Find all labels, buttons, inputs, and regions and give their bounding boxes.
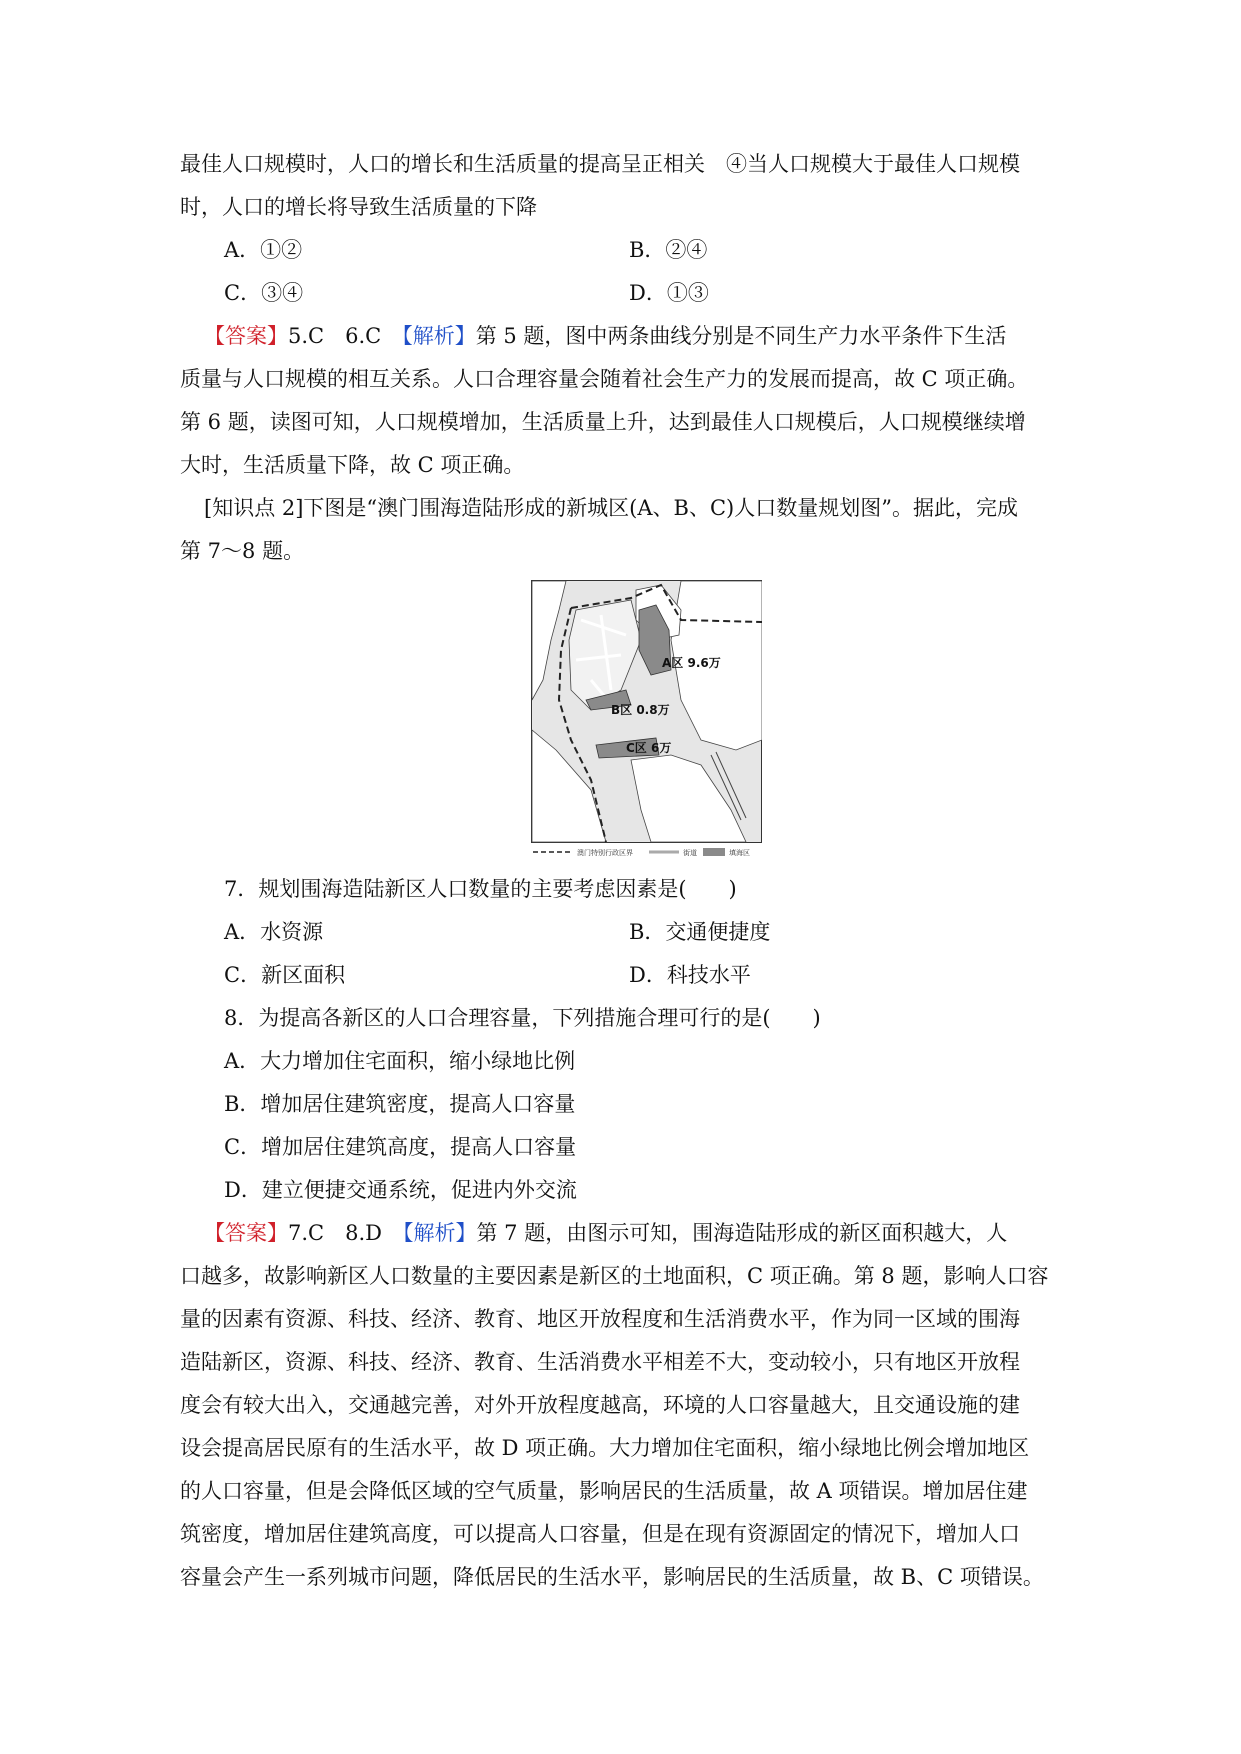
q8-option-c: C．增加居住建筑高度，提高人口容量: [224, 1135, 577, 1159]
answer2-line-7: 的人口容量，但是会降低区域的空气质量，影响居民的生活质量，故 A 项错误。增加居住建: [180, 1479, 1028, 1503]
answer1-line-2: 质量与人口规模的相互关系。人口合理容量会随着社会生产力的发展而提高，故 C 项正确。: [180, 367, 1029, 391]
answer1-analysis-label: 【解析】: [402, 324, 476, 348]
q8-option-d: D．建立便捷交通系统，促进内外交流: [224, 1178, 577, 1202]
zone-a-label: A区 9.6万: [662, 656, 721, 670]
q7-option-c: C．新区面积: [224, 963, 346, 987]
answer2-analysis-label: 【解析】: [402, 1221, 477, 1245]
q6-option-a: A．①②: [224, 238, 303, 262]
zone-c-label: C区 6万: [626, 741, 672, 755]
macau-planning-map: [531, 580, 762, 862]
answer1-line-3: 第 6 题，读图可知，人口规模增加，生活质量上升，达到最佳人口规模后，人口规模继续增: [180, 410, 1026, 434]
answer1-answer-text: 5.C 6.C: [288, 324, 403, 348]
answer2-answer-label: 【答案】: [204, 1221, 288, 1245]
q8-stem: 8．为提高各新区的人口合理容量，下列措施合理可行的是( ): [224, 1006, 821, 1030]
knowledge-line-2: 第 7～8 题。: [180, 539, 305, 563]
intro-line-2: 时，人口的增长将导致生活质量的下降: [180, 195, 537, 219]
answer1-line-4: 大时，生活质量下降，故 C 项正确。: [180, 453, 525, 477]
legend-fill-label: 填海区: [729, 849, 750, 857]
intro-line-1: 最佳人口规模时，人口的增长和生活质量的提高呈正相关 ④当人口规模大于最佳人口规模: [180, 152, 1020, 176]
answer1-line-1: [204, 324, 1006, 348]
q6-option-c: C．③④: [224, 281, 304, 305]
answer1-line-1-rest: 第 5 题，图中两条曲线分别是不同生产力水平条件下生活: [475, 324, 1007, 348]
answer2-line-1: [204, 1221, 1007, 1245]
q6-option-b: B．②④: [629, 238, 708, 262]
q7-stem: 7．规划围海造陆新区人口数量的主要考虑因素是( ): [224, 877, 737, 901]
answer2-line-1-rest: 第 7 题，由图示可知，围海造陆形成的新区面积越大，人: [476, 1221, 1008, 1245]
q6-option-d: D．①③: [629, 281, 709, 305]
answer2-line-6: 设会提高居民原有的生活水平，故 D 项正确。大力增加住宅面积，缩小绿地比例会增加地区: [180, 1436, 1030, 1460]
q7-option-a: A．水资源: [224, 920, 324, 944]
answer2-line-3: 量的因素有资源、科技、经济、教育、地区开放程度和生活消费水平，作为同一区域的围海: [180, 1307, 1020, 1331]
answer2-line-8: 筑密度，增加居住建筑高度，可以提高人口容量，但是在现有资源固定的情况下，增加人口: [180, 1522, 1020, 1546]
answer2-line-9: 容量会产生一系列城市问题，降低居民的生活水平，影响居民的生活质量，故 B、C 项错误。: [180, 1565, 1044, 1589]
q8-option-a: A．大力增加住宅面积，缩小绿地比例: [224, 1049, 576, 1073]
legend-street-label: 街道: [683, 849, 697, 857]
answer2-line-5: 度会有较大出入，交通越完善，对外开放程度越高，环境的人口容量越大，且交通设施的建: [180, 1393, 1020, 1417]
q7-option-b: B．交通便捷度: [629, 920, 771, 944]
answer2-line-4: 造陆新区，资源、科技、经济、教育、生活消费水平相差不大，变动较小，只有地区开放程: [180, 1350, 1020, 1374]
answer1-answer-label: 【答案】: [204, 324, 288, 348]
zone-b-label: B区 0.8万: [611, 703, 670, 717]
knowledge-line-1: [知识点 2]下图是“澳门围海造陆形成的新城区(A、B、C)人口数量规划图”。据此，完成: [204, 496, 1018, 520]
legend-boundary-label: 澳门特别行政区界: [577, 849, 633, 857]
q7-option-d: D．科技水平: [629, 963, 751, 987]
q8-option-b: B．增加居住建筑密度，提高人口容量: [224, 1092, 576, 1116]
answer2-answer-text: 7.C 8.D: [288, 1221, 403, 1245]
answer2-line-2: 口越多，故影响新区人口数量的主要因素是新区的土地面积，C 项正确。第 8 题，影响人口容: [180, 1264, 1049, 1288]
